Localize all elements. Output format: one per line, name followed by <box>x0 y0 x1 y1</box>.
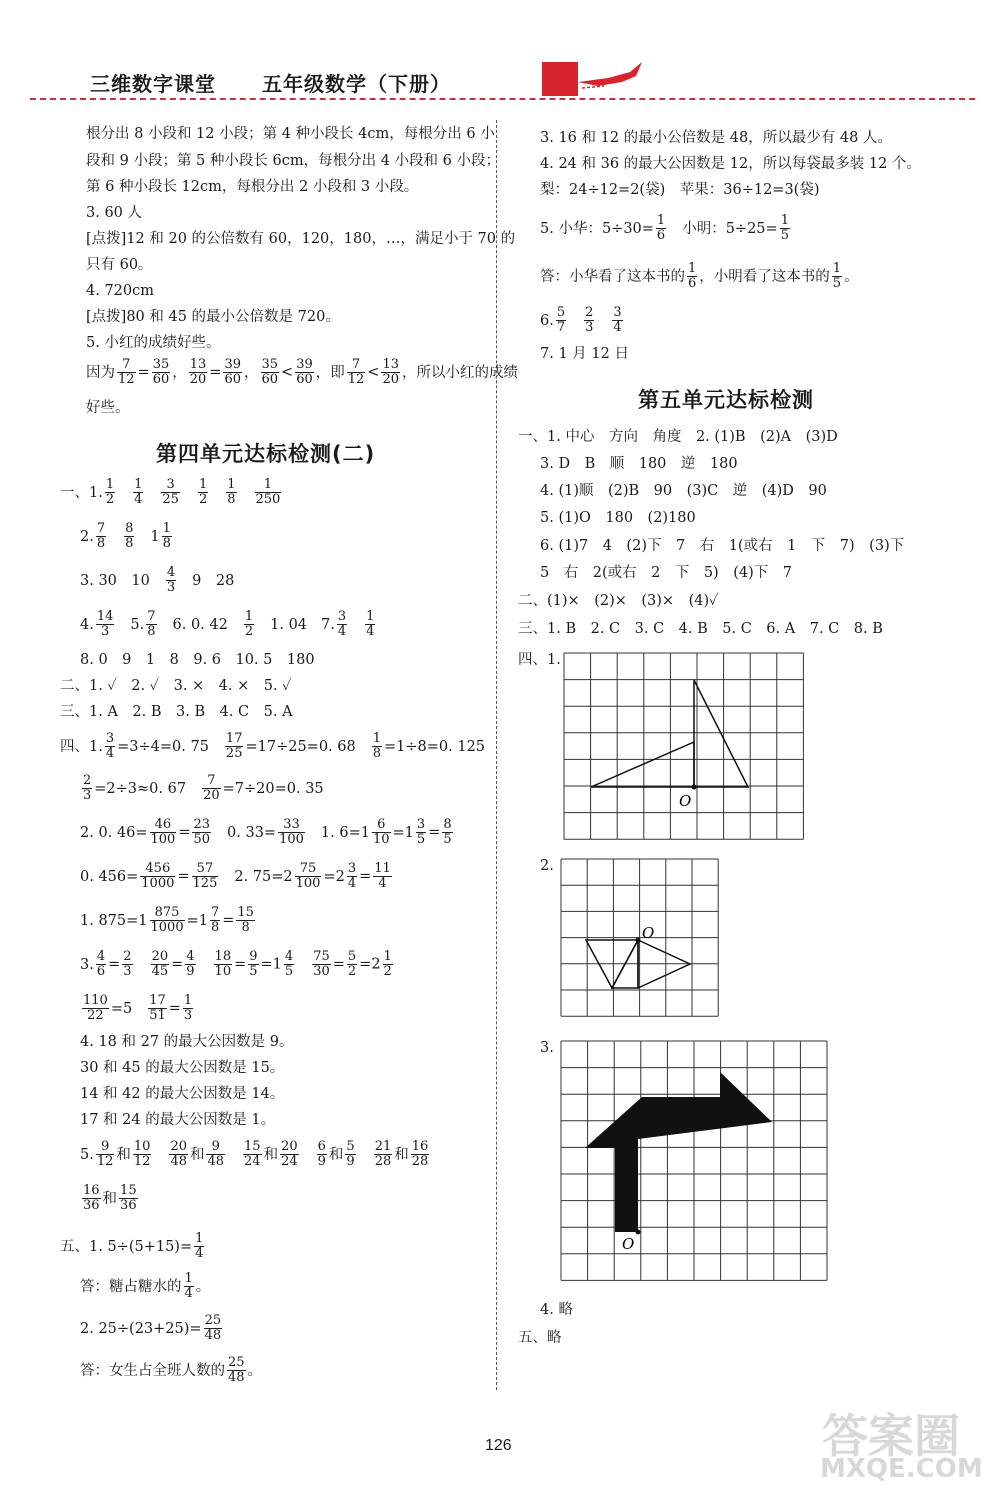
fraction: $\frac{1}{6}$ <box>656 213 666 243</box>
answer-line: 3. D B 顺 180 逆 180 <box>540 456 738 472</box>
text-line: 4. 720cm <box>86 283 154 299</box>
fraction: $\frac{2}{3}$ <box>123 949 132 979</box>
fraction: $\frac{1}{8}$ <box>372 731 381 761</box>
grid-figure-2 <box>560 858 722 1026</box>
point-o-label: O <box>642 924 655 942</box>
answer-line: 一、1. $\frac{1}{2}$ $\frac{1}{4}$ $\frac{3}{25}$ $\frac{1}{2}$ $\frac{1}{8}$ $\frac{1}{250}$ <box>60 477 281 507</box>
fraction: $\frac{15}{8}$ <box>237 905 254 935</box>
fraction: $\frac{3}{4}$ <box>347 861 357 891</box>
text-line: 3. 60 人 <box>86 205 143 221</box>
answer-line: 4. (1)顺 (2)B 90 (3)C 逆 (4)D 90 <box>540 483 827 499</box>
answer-line: 答：糖占糖水的 $\frac{1}{4}$ 。 <box>80 1271 211 1301</box>
answer-line: 14 和 42 的最大公因数是 14。 <box>80 1086 285 1102</box>
answer-line: $\frac{16}{36}$ 和 $\frac{15}{36}$ <box>83 1183 137 1213</box>
fraction: $\frac{18}{10}$ <box>214 949 232 979</box>
answer-line: 梨：24÷12=2(袋) 苹果：36÷12=3(袋) <box>540 182 820 198</box>
answer-line: 3. 16 和 12 的最小公倍数是 48，所以最少有 48 人。 <box>540 130 892 146</box>
fraction: $\frac{13}{20}$ <box>189 357 207 387</box>
answer-line: 三、1. A 2. B 3. B 4. C 5. A <box>60 704 293 720</box>
fraction: $\frac{1}{4}$ <box>134 477 143 507</box>
fraction: $\frac{17}{25}$ <box>225 731 243 761</box>
fraction: $\frac{1}{4}$ <box>184 1271 193 1301</box>
text-line: 好些。 <box>86 400 130 416</box>
rocket-logo-icon <box>538 58 648 100</box>
answer-line: 4. 18 和 27 的最大公因数是 9。 <box>80 1034 294 1050</box>
fraction: $\frac{23}{50}$ <box>193 817 211 847</box>
fraction: $\frac{9}{12}$ <box>96 1139 114 1169</box>
grid-figure-3 <box>560 1040 830 1290</box>
fraction: $\frac{4}{6}$ <box>96 949 106 979</box>
fraction: $\frac{16}{28}$ <box>411 1139 429 1169</box>
fraction: $\frac{7}{20}$ <box>203 773 220 803</box>
answer-line: 二、(1)× (2)× (3)× (4)✓ <box>518 593 719 609</box>
fraction: $\frac{1}{3}$ <box>183 993 193 1023</box>
fraction: $\frac{9}{5}$ <box>249 949 258 979</box>
fraction: $\frac{5}{7}$ <box>556 305 566 335</box>
fraction-compare-line: 因为 $\frac{7}{12}$ = $\frac{35}{60}$ ， $\frac{13}{20}$ = $\frac{39}{60}$ ， $\frac{35}{60}$ < $\frac{39}{60}$ ，即 $\frac{7}{12}$ < $\frac{13}{20}$ ，所以小红的成绩 <box>86 357 518 387</box>
fraction: $\frac{2}{3}$ <box>585 305 594 335</box>
fraction: $\frac{3}{4}$ <box>105 731 115 761</box>
fraction: $\frac{8}{8}$ <box>125 521 134 551</box>
fraction: $\frac{5}{9}$ <box>346 1139 355 1169</box>
fraction: $\frac{9}{48}$ <box>207 1139 225 1169</box>
fraction: $\frac{8}{5}$ <box>443 817 452 847</box>
fraction: $\frac{1}{8}$ <box>162 521 171 551</box>
fraction: $\frac{21}{28}$ <box>374 1139 392 1169</box>
fraction: $\frac{875}{1000}$ <box>150 905 184 935</box>
fraction: $\frac{4}{9}$ <box>186 949 195 979</box>
section-title-unit5: 第五单元达标检测 <box>638 388 814 412</box>
book-title: 五年级数学（下册） <box>262 72 451 96</box>
answer-line: 6. $\frac{5}{7}$ $\frac{2}{3}$ $\frac{3}{4}$ <box>540 305 622 335</box>
fraction: $\frac{4}{5}$ <box>284 949 294 979</box>
fraction: $\frac{1}{6}$ <box>688 261 697 291</box>
text-line: [点拨]12 和 20 的公倍数有 60，120，180，…，满足小于 70 的 <box>86 231 516 247</box>
fraction: $\frac{5}{2}$ <box>347 949 357 979</box>
text-line: 根分出 8 小段和 12 小段；第 4 种小段长 4cm，每根分出 6 小 <box>86 126 495 142</box>
fraction: $\frac{16}{36}$ <box>83 1183 100 1213</box>
fraction: $\frac{110}{22}$ <box>83 993 108 1023</box>
answer-line: 30 和 45 的最大公因数是 15。 <box>80 1060 285 1076</box>
fraction: $\frac{7}{8}$ <box>96 521 106 551</box>
fraction: $\frac{7}{8}$ <box>210 905 220 935</box>
fraction: $\frac{17}{51}$ <box>149 993 166 1023</box>
fraction: $\frac{2}{3}$ <box>83 773 92 803</box>
answer-line: 5. 小华：5÷30= $\frac{1}{6}$ 小明：5÷25= $\frac{1}{5}$ <box>540 213 789 243</box>
fraction: $\frac{1}{5}$ <box>832 261 842 291</box>
point-o-label: O <box>679 792 692 810</box>
fraction: $\frac{75}{30}$ <box>313 949 330 979</box>
fraction: $\frac{39}{60}$ <box>296 357 313 387</box>
text-line: 只有 60。 <box>86 257 153 273</box>
fraction: $\frac{15}{36}$ <box>120 1183 137 1213</box>
section-title-unit4: 第四单元达标检测(二) <box>156 442 376 466</box>
fraction: $\frac{3}{4}$ <box>613 305 622 335</box>
answer-line: 一、1. 中心 方向 角度 2. (1)B (2)A (3)D <box>518 429 838 445</box>
watermark-logo: 答案圈 <box>822 1409 960 1463</box>
answer-line: 8. 0 9 1 8 9. 6 10. 5 180 <box>80 652 315 668</box>
answer-line: 0. 456= $\frac{456}{1000}$ = $\frac{57}{125}$ 2. 75=2 $\frac{75}{100}$ =2 $\frac{3}{4}$ = $\frac{11}{4}$ <box>80 861 391 891</box>
text-line: 5. 小红的成绩好些。 <box>86 335 221 351</box>
answer-line: 4. $\frac{14}{3}$ 5. $\frac{7}{8}$ 6. 0. 42 $\frac{1}{2}$ 1. 04 7. $\frac{3}{4}$ $\frac{1}{4}$ <box>80 609 375 639</box>
answer-label: 2. <box>540 858 554 874</box>
point-o-label: O <box>622 1235 635 1253</box>
fraction: $\frac{10}{12}$ <box>133 1139 151 1169</box>
answer-label: 四、1. <box>518 652 561 668</box>
text-line: 第 6 种小段长 12cm，每根分出 2 小段和 3 小段。 <box>86 179 419 195</box>
fraction: $\frac{1}{4}$ <box>195 1231 204 1261</box>
answer-line: 1. 875=1 $\frac{875}{1000}$ =1 $\frac{7}{8}$ = $\frac{15}{8}$ <box>80 905 254 935</box>
answer-line: 5. (1)O 180 (2)180 <box>540 510 696 526</box>
fraction: $\frac{1}{5}$ <box>780 213 789 243</box>
answer-label: 3. <box>540 1040 554 1056</box>
answer-line: 3. $\frac{4}{6}$ = $\frac{2}{3}$ $\frac{20}{45}$ = $\frac{4}{9}$ $\frac{18}{10}$ = $\frac{9}{5}$ =1 $\frac{4}{5}$ $\frac{75}{30}$ = $\frac{5}{2}$ =2 $\frac{1}{2}$ <box>80 949 392 979</box>
text-line: [点拨]80 和 45 的最小公倍数是 720。 <box>86 309 340 325</box>
fraction: $\frac{25}{48}$ <box>228 1355 245 1385</box>
fraction: $\frac{6}{10}$ <box>372 817 390 847</box>
fraction: $\frac{456}{1000}$ <box>141 861 175 891</box>
column-divider <box>496 120 497 1390</box>
fraction: $\frac{39}{60}$ <box>224 357 241 387</box>
answer-line: 五、1. 5÷(5+15)= $\frac{1}{4}$ <box>60 1231 204 1261</box>
fraction: $\frac{7}{12}$ <box>118 357 135 387</box>
fraction: $\frac{20}{45}$ <box>151 949 169 979</box>
fraction: $\frac{1}{8}$ <box>227 477 236 507</box>
answer-line: 2. 25÷(23+25)= $\frac{25}{48}$ <box>80 1313 222 1343</box>
fraction: $\frac{7}{12}$ <box>347 357 365 387</box>
fraction: $\frac{11}{4}$ <box>374 861 391 891</box>
answer-line: 5. $\frac{9}{12}$ 和 $\frac{10}{12}$ $\frac{20}{48}$ 和 $\frac{9}{48}$ $\frac{15}{24}$ 和 $\frac{20}{24}$ $\frac{6}{9}$ 和 $\frac{5}{9}$ $\frac{21}{28}$ 和 $\frac{16}{28}$ <box>80 1139 429 1169</box>
fraction: $\frac{1}{2}$ <box>105 477 115 507</box>
header-divider <box>30 98 975 100</box>
answer-line: 7. 1 月 12 日 <box>540 346 629 362</box>
fraction: $\frac{3}{5}$ <box>416 817 426 847</box>
fraction: $\frac{1}{2}$ <box>198 477 208 507</box>
fraction: $\frac{57}{125}$ <box>192 861 218 891</box>
answer-line: 17 和 24 的最大公因数是 1。 <box>80 1112 276 1128</box>
fraction: $\frac{25}{48}$ <box>204 1313 222 1343</box>
answer-line: 2. 0. 46= $\frac{46}{100}$ = $\frac{23}{50}$ 0. 33= $\frac{33}{100}$ 1. 6=1 $\frac{6}{10}$ =1 $\frac{3}{5}$ = $\frac{8}{5}$ <box>80 817 452 847</box>
fraction: $\frac{35}{60}$ <box>261 357 279 387</box>
answer-line: 5 右 2(或右 2 下 5) (4)下 7 <box>540 565 792 581</box>
fraction: $\frac{1}{2}$ <box>244 609 254 639</box>
fraction: $\frac{1}{4}$ <box>366 609 375 639</box>
answer-line: 五、略 <box>518 1330 562 1346</box>
answer-line: $\frac{2}{3}$ =2÷3≈0. 67 $\frac{7}{20}$ =7÷20=0. 35 <box>83 773 324 803</box>
answer-line: $\frac{110}{22}$ =5 $\frac{17}{51}$ = $\frac{1}{3}$ <box>83 993 193 1023</box>
fraction: $\frac{46}{100}$ <box>150 817 176 847</box>
answer-line: 二、1. ✓ 2. ✓ 3. × 4. × 5. ✓ <box>60 678 292 694</box>
fraction: $\frac{20}{48}$ <box>170 1139 187 1169</box>
answer-line: 4. 24 和 36 的最大公因数是 12，所以每袋最多装 12 个。 <box>540 156 921 172</box>
fraction: $\frac{15}{24}$ <box>244 1139 261 1169</box>
text-line: 段和 9 小段；第 5 种小段长 6cm，每根分出 4 小段和 6 小段； <box>86 153 500 169</box>
fraction: $\frac{35}{60}$ <box>152 357 170 387</box>
answer-line: 3. 30 10 $\frac{4}{3}$ 9 28 <box>80 565 235 595</box>
answer-line: 6. (1)7 4 (2)下 7 右 1(或右 1 下 7) (3)下 <box>540 538 905 554</box>
answer-line: 四、1. $\frac{3}{4}$ =3÷4=0. 75 $\frac{17}{25}$ =17÷25=0. 68 $\frac{1}{8}$ =1÷8=0. 125 <box>60 731 486 761</box>
fraction: $\frac{14}{3}$ <box>96 609 114 639</box>
page-number: 126 <box>485 1437 512 1454</box>
grid-figure-1 <box>563 652 805 850</box>
fraction: $\frac{1}{2}$ <box>383 949 392 979</box>
fraction: $\frac{33}{100}$ <box>279 817 304 847</box>
fraction: $\frac{3}{25}$ <box>162 477 179 507</box>
fraction: $\frac{75}{100}$ <box>295 861 321 891</box>
answer-line: 三、1. B 2. C 3. C 4. B 5. C 6. A 7. C 8. B <box>518 621 883 637</box>
fraction: $\frac{13}{20}$ <box>382 357 399 387</box>
answer-line: 答：女生占全班人数的 $\frac{25}{48}$ 。 <box>80 1355 263 1385</box>
fraction: $\frac{1}{250}$ <box>255 477 281 507</box>
fraction: $\frac{3}{4}$ <box>337 609 347 639</box>
watermark-url: MXQE.COM <box>820 1454 983 1484</box>
answer-line: 答：小华看了这本书的 $\frac{1}{6}$ ，小明看了这本书的 $\frac{1}{5}$ 。 <box>540 261 859 291</box>
fraction: $\frac{7}{8}$ <box>147 609 156 639</box>
series-title: 三维数字课堂 <box>90 72 216 96</box>
answer-line: 2. $\frac{7}{8}$ $\frac{8}{8}$ 1 $\frac{1}{8}$ <box>80 521 171 551</box>
fraction: $\frac{20}{24}$ <box>281 1139 298 1169</box>
answer-line: 4. 略 <box>540 1302 573 1318</box>
fraction: $\frac{4}{3}$ <box>166 565 176 595</box>
fraction: $\frac{6}{9}$ <box>317 1139 326 1169</box>
